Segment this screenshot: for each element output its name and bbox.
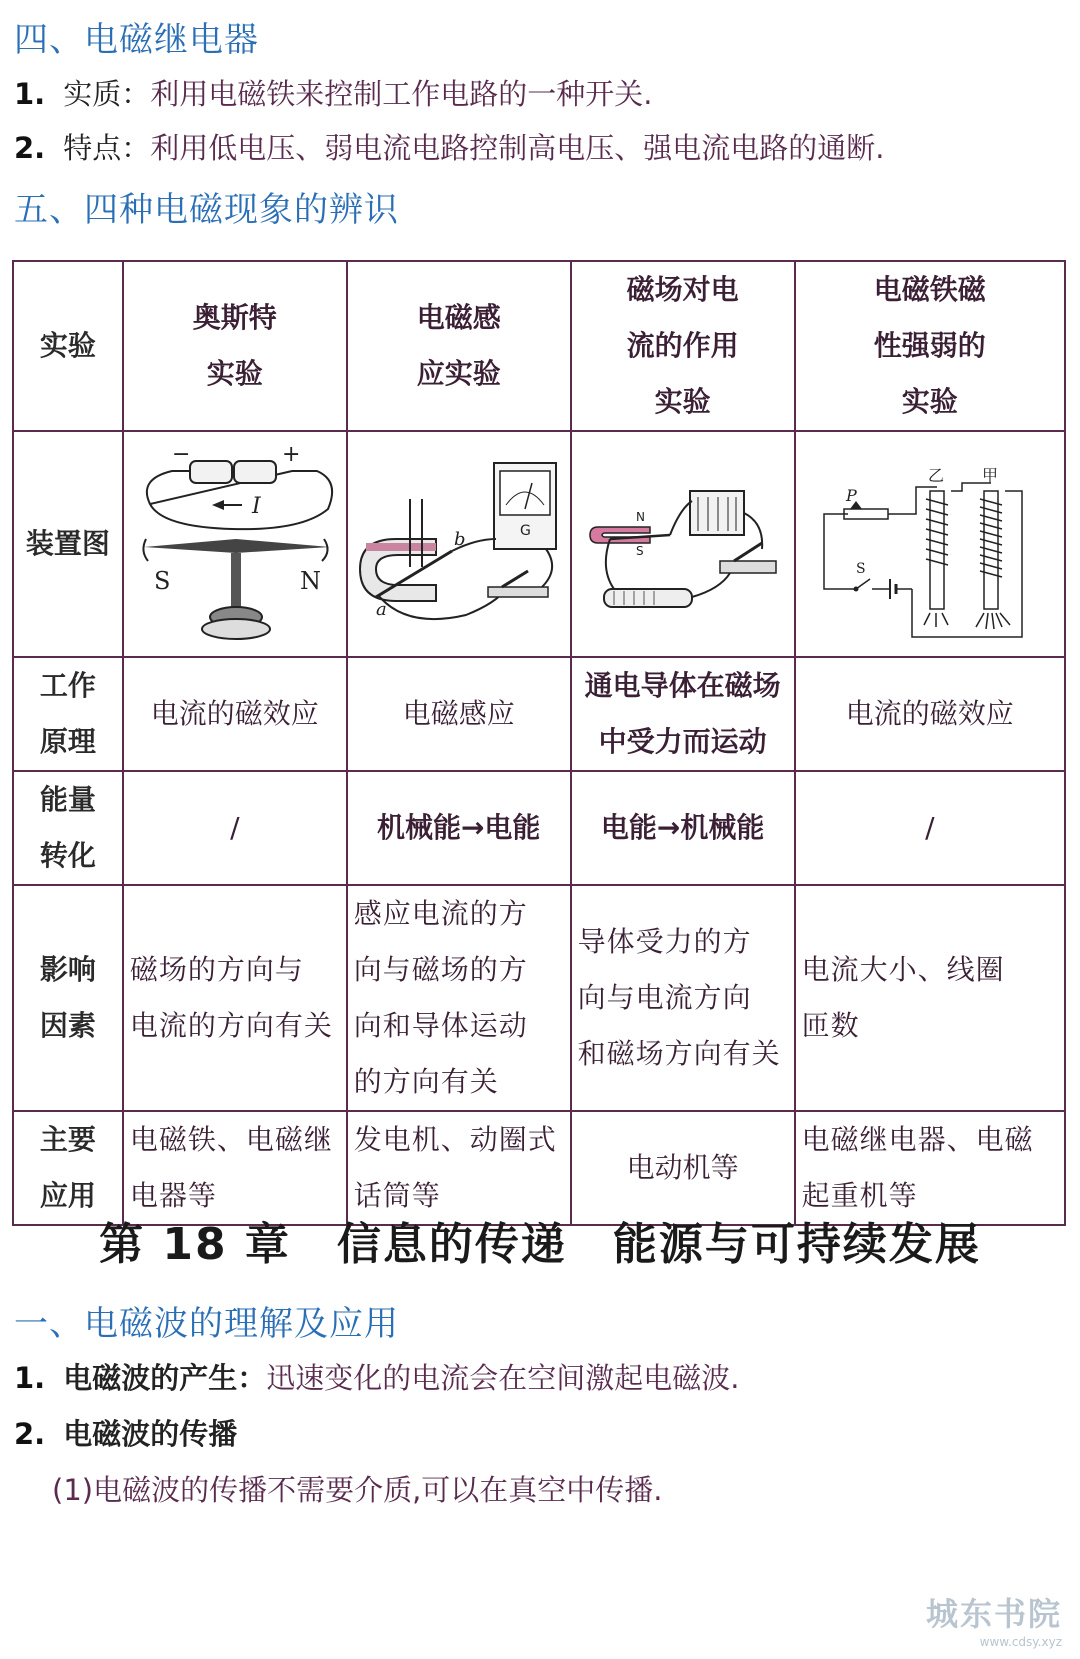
svg-text:S: S xyxy=(635,544,644,558)
chapter-title: 第 18 章 信息的传递 能源与可持续发展 xyxy=(99,1219,981,1270)
motor-force-diagram-icon xyxy=(580,439,786,649)
svg-text:N: N xyxy=(299,567,321,595)
svg-text:a: a xyxy=(375,599,387,620)
diagram-electromagnet xyxy=(795,431,1065,657)
principle-force: 通电导体在磁场 中受力而运动 xyxy=(571,657,795,771)
table-row-device xyxy=(13,431,1065,657)
svg-text:P: P xyxy=(845,486,857,505)
item-number: 2. xyxy=(14,1417,46,1451)
section-1-item-1 xyxy=(14,1356,739,1397)
header-electromagnet: 电磁铁磁 性强弱的 实验 xyxy=(795,261,1065,431)
electromagnet-diagram-icon xyxy=(812,439,1048,649)
svg-text:G: G xyxy=(519,523,531,539)
svg-text:乙: 乙 xyxy=(927,466,944,485)
principle-induction: 电磁感应 xyxy=(347,657,571,771)
header-induction: 电磁感 应实验 xyxy=(347,261,571,431)
item-number: 2. xyxy=(14,131,46,165)
applications-force: 电动机等 xyxy=(571,1111,795,1225)
item-number: 1. xyxy=(14,1361,46,1395)
row-label-factors: 影响 因素 xyxy=(13,885,123,1111)
comparison-table xyxy=(12,260,1066,1226)
subitem-text: (1)电磁波的传播不需要介质,可以在真空中传播. xyxy=(52,1473,663,1507)
item-term: 电磁波的产生： xyxy=(63,1361,267,1395)
energy-electromagnet: / xyxy=(795,771,1065,885)
svg-text:甲: 甲 xyxy=(981,466,998,485)
svg-text:b: b xyxy=(453,529,466,550)
item-text: 利用低电压、弱电流电路控制高电压、强电流电路的通断. xyxy=(150,131,885,165)
item-text: 迅速变化的电流会在空间激起电磁波. xyxy=(266,1361,740,1395)
diagram-oersted xyxy=(123,431,347,657)
diagram-force xyxy=(571,431,795,657)
factors-oersted: 磁场的方向与 电流的方向有关 xyxy=(123,885,347,1111)
svg-text:+: + xyxy=(281,442,301,467)
svg-text:−: − xyxy=(171,442,191,467)
principle-oersted: 电流的磁效应 xyxy=(123,657,347,771)
applications-oersted: 电磁铁、电磁继 电器等 xyxy=(123,1111,347,1225)
row-label-experiment: 实验 xyxy=(13,261,123,431)
section-4-item-1 xyxy=(14,72,652,113)
energy-induction: 机械能→电能 xyxy=(347,771,571,885)
table-row-principle xyxy=(13,657,1065,771)
energy-force: 电能→机械能 xyxy=(571,771,795,885)
item-term: 实质： xyxy=(63,77,151,111)
watermark-url: www.cdsy.xyz xyxy=(979,1635,1062,1649)
watermark xyxy=(926,1589,1062,1649)
section-4-heading: 四、电磁继电器 xyxy=(14,20,259,60)
watermark-name: 城东书院 xyxy=(925,1595,1062,1633)
table-row-factors xyxy=(13,885,1065,1111)
factors-force: 导体受力的方 向与电流方向 和磁场方向有关 xyxy=(571,885,795,1111)
table-row-experiment xyxy=(13,261,1065,431)
oersted-diagram-icon xyxy=(132,439,338,649)
svg-text:S: S xyxy=(153,567,171,595)
section-1-subitem xyxy=(52,1468,663,1509)
factors-induction: 感应电流的方 向与磁场的方 向和导体运动 的方向有关 xyxy=(347,885,571,1111)
section-1-heading: 一、电磁波的理解及应用 xyxy=(14,1304,399,1344)
item-term: 特点： xyxy=(63,131,151,165)
svg-text:I: I xyxy=(251,494,261,519)
factors-electromagnet: 电流大小、线圈 匝数 xyxy=(795,885,1065,1111)
row-label-energy: 能量 转化 xyxy=(13,771,123,885)
header-force: 磁场对电 流的作用 实验 xyxy=(571,261,795,431)
svg-text:N: N xyxy=(635,510,645,524)
table-row-energy xyxy=(13,771,1065,885)
item-term: 电磁波的传播 xyxy=(63,1417,238,1451)
applications-induction: 发电机、动圈式 话筒等 xyxy=(347,1111,571,1225)
induction-diagram-icon xyxy=(356,439,562,649)
item-number: 1. xyxy=(14,77,46,111)
applications-electromagnet: 电磁继电器、电磁 起重机等 xyxy=(795,1111,1065,1225)
row-label-applications: 主要 应用 xyxy=(13,1111,123,1225)
row-label-principle: 工作 原理 xyxy=(13,657,123,771)
principle-electromagnet: 电流的磁效应 xyxy=(795,657,1065,771)
energy-oersted: / xyxy=(123,771,347,885)
svg-text:S: S xyxy=(855,561,866,577)
header-oersted: 奥斯特 实验 xyxy=(123,261,347,431)
section-4-item-2 xyxy=(14,126,884,167)
item-text: 利用电磁铁来控制工作电路的一种开关. xyxy=(150,77,653,111)
section-5-heading: 五、四种电磁现象的辨识 xyxy=(14,190,399,230)
diagram-induction xyxy=(347,431,571,657)
row-label-device: 装置图 xyxy=(13,431,123,657)
section-1-item-2 xyxy=(14,1412,237,1453)
